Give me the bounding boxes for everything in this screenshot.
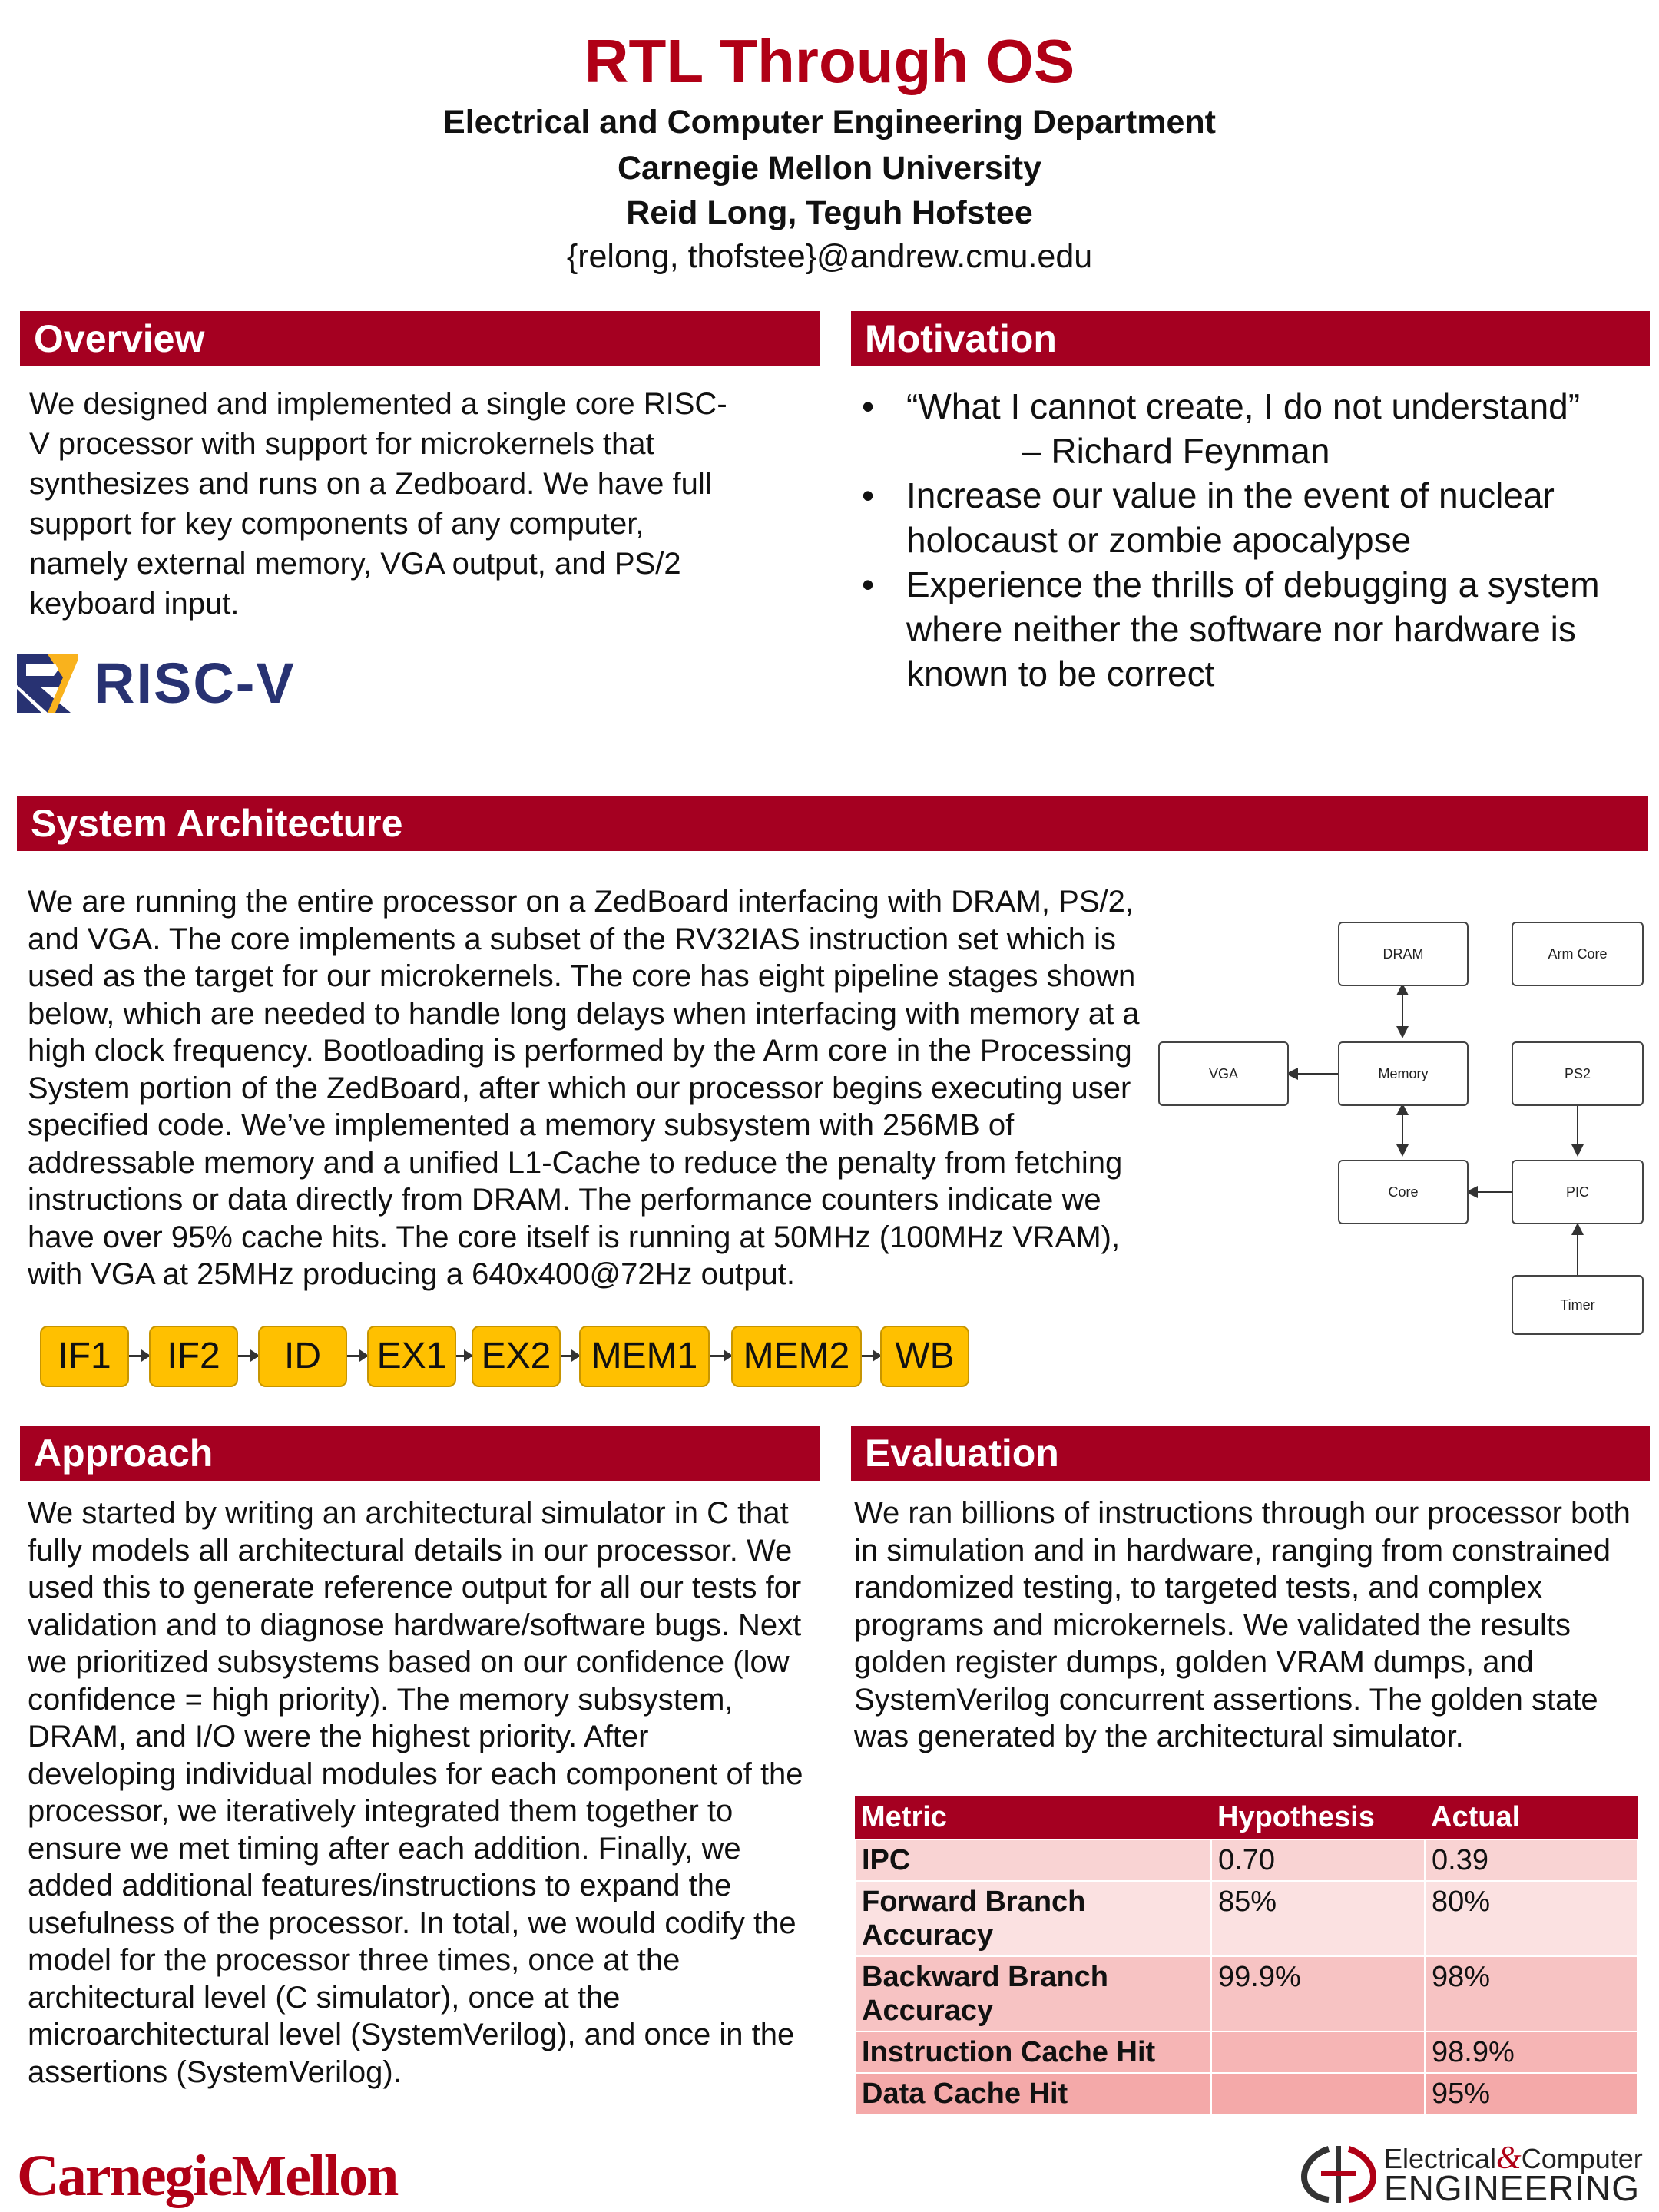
ece-line2: ENGINEERING xyxy=(1384,2168,1641,2208)
architecture-line: have over 95% cache hits. The core itself is running at 50MHz (100MHz VRAM), xyxy=(28,1220,1121,1254)
overview-line: keyboard input. xyxy=(29,587,240,621)
motivation-list xyxy=(859,384,1657,696)
risc-v-wordmark: RISC-V xyxy=(94,651,296,715)
architecture-text xyxy=(28,883,1164,1293)
evaluation-line: randomized testing, to targeted tests, and complex xyxy=(854,1571,1543,1604)
column-header-actual: Actual xyxy=(1425,1796,1638,1839)
architecture-line: We are running the entire processor on a ZedBoard interfacing with DRAM, PS/2, xyxy=(28,885,1134,919)
actual-cell: 98% xyxy=(1425,1956,1638,2032)
evaluation-line: SystemVerilog concurrent assertions. The golden state xyxy=(854,1682,1598,1717)
hypothesis-cell xyxy=(1211,2032,1425,2073)
approach-line: used this to generate reference output for all our tests for xyxy=(28,1571,802,1604)
architecture-line: used as the target for our microkernels. The core has eight pipeline stages shown xyxy=(28,959,1136,993)
university: Carnegie Mellon University xyxy=(618,150,1041,187)
table-row xyxy=(855,2073,1638,2114)
motivation-text: Experience the thrills of debugging a system xyxy=(906,565,1600,604)
diagram-pic: PIC xyxy=(1512,1160,1644,1224)
evaluation-line: programs and microkernels. We validated the results xyxy=(854,1608,1571,1642)
pipeline-arrow xyxy=(129,1355,149,1357)
pipeline-arrow xyxy=(561,1355,579,1357)
diagram-dram: DRAM xyxy=(1338,922,1469,986)
column-header-hypothesis: Hypothesis xyxy=(1211,1796,1425,1839)
metric-cell: Forward Branch Accuracy xyxy=(855,1881,1211,1956)
risc-v-emblem-icon xyxy=(17,654,78,713)
ece-logo xyxy=(1298,2141,1644,2208)
diagram-ps2: PS2 xyxy=(1512,1041,1644,1106)
approach-line: we prioritized subsystems based on our confidence (low xyxy=(28,1645,790,1679)
table-row xyxy=(855,1956,1638,2032)
overview-line: namely external memory, VGA output, and PS/2 xyxy=(29,547,681,581)
pipeline-arrow xyxy=(862,1355,880,1357)
motivation-quote: “What I cannot create, I do not understand” xyxy=(906,386,1581,426)
pipeline-stage-ex1: EX1 xyxy=(367,1326,456,1387)
motivation-quote-author: – Richard Feynman xyxy=(1022,431,1330,471)
metric-cell: Data Cache Hit xyxy=(855,2073,1211,2114)
pipeline-stage-id: ID xyxy=(258,1326,347,1387)
overview-line: synthesizes and runs on a Zedboard. We have full xyxy=(29,467,712,501)
motivation-text: holocaust or zombie apocalypse xyxy=(906,520,1412,560)
metric-cell: Backward Branch Accuracy xyxy=(855,1956,1211,2032)
approach-line: fully models all architectural details in our processor. We xyxy=(28,1533,793,1568)
approach-line: ensure we met timing after each addition. Finally, we xyxy=(28,1831,741,1866)
column-header-metric: Metric xyxy=(855,1796,1211,1839)
pipeline-stage-ex2: EX2 xyxy=(472,1326,561,1387)
motivation-text: where neither the software nor hardware is xyxy=(906,609,1576,649)
pipeline-stage-if1: IF1 xyxy=(40,1326,129,1387)
risc-v-logo xyxy=(17,651,355,715)
approach-line: architectural level (C simulator), once at the xyxy=(28,1980,621,2015)
department: Electrical and Computer Engineering Department xyxy=(443,104,1216,141)
actual-cell: 80% xyxy=(1425,1881,1638,1956)
evaluation-table xyxy=(854,1796,1639,2115)
metric-cell: IPC xyxy=(855,1839,1211,1881)
authors: Reid Long, Teguh Hofstee xyxy=(626,194,1033,231)
evaluation-line: was generated by the architectural simulator. xyxy=(854,1720,1464,1753)
architecture-line: instructions or data directly from DRAM. The performance counters indicate we xyxy=(28,1183,1101,1217)
actual-cell: 95% xyxy=(1425,2073,1638,2114)
metric-cell: Instruction Cache Hit xyxy=(855,2032,1211,2073)
hypothesis-cell: 0.70 xyxy=(1211,1839,1425,1881)
overview-line: V processor with support for microkernels that xyxy=(29,427,654,461)
block-diagram xyxy=(1152,914,1659,1344)
diagram-arm-core: Arm Core xyxy=(1512,922,1644,986)
pipeline-stage-wb: WB xyxy=(880,1326,969,1387)
table-header-row xyxy=(855,1796,1638,1839)
table-row xyxy=(855,1881,1638,1956)
approach-heading: Approach xyxy=(20,1426,820,1481)
approach-line: model for the processor three times, once at the xyxy=(28,1943,680,1977)
approach-line: added additional features/instructions to expand the xyxy=(28,1869,732,1902)
overview-line: support for key components of any computer, xyxy=(29,507,644,541)
ece-emblem-icon xyxy=(1298,2143,1382,2204)
diagram-vga: VGA xyxy=(1158,1041,1289,1106)
architecture-line: and VGA. The core implements a subset of the RV32IAS instruction set which is xyxy=(28,922,1117,956)
architecture-heading: System Architecture xyxy=(17,796,1648,851)
evaluation-line: golden register dumps, golden VRAM dumps, and xyxy=(854,1645,1534,1679)
approach-line: DRAM, and I/O were the highest priority. After xyxy=(28,1720,649,1753)
list-item xyxy=(859,562,1657,696)
approach-text xyxy=(28,1495,826,2091)
pipeline-arrow xyxy=(456,1355,472,1357)
list-item xyxy=(859,473,1657,562)
approach-line: validation and to diagnose hardware/software bugs. Next xyxy=(28,1608,802,1642)
table-row xyxy=(855,1839,1638,1881)
table-row xyxy=(855,2032,1638,2073)
approach-line: microarchitectural level (SystemVerilog), and once in the xyxy=(28,2018,795,2051)
diagram-core: Core xyxy=(1338,1160,1469,1224)
approach-line: We started by writing an architectural simulator in C that xyxy=(28,1496,789,1530)
evaluation-text xyxy=(854,1495,1653,1756)
pipeline-stage-mem2: MEM2 xyxy=(731,1326,862,1387)
evaluation-line: in simulation and in hardware, ranging from constrained xyxy=(854,1533,1611,1568)
ece-ampersand: & xyxy=(1496,2141,1522,2176)
approach-line: processor, we iteratively integrated them together to xyxy=(28,1794,733,1828)
actual-cell: 98.9% xyxy=(1425,2032,1638,2073)
architecture-line: System portion of the ZedBoard, after which our processor begins executing user xyxy=(28,1071,1131,1105)
architecture-line: below, which are needed to handle long delays when interfacing with memory at a xyxy=(28,996,1140,1031)
approach-line: developing individual modules for each component of the xyxy=(28,1757,803,1791)
evaluation-heading: Evaluation xyxy=(851,1426,1650,1481)
hypothesis-cell xyxy=(1211,2073,1425,2114)
ece-word-computer: Computer xyxy=(1521,2143,1643,2174)
motivation-heading: Motivation xyxy=(851,311,1650,366)
diagram-memory: Memory xyxy=(1338,1041,1469,1106)
hypothesis-cell: 99.9% xyxy=(1211,1956,1425,2032)
motivation-text: Increase our value in the event of nuclear xyxy=(906,475,1555,515)
list-item xyxy=(859,384,1657,473)
motivation-text: known to be correct xyxy=(906,654,1215,694)
pipeline-arrow xyxy=(347,1355,367,1357)
architecture-line: specified code. We’ve implemented a memory subsystem with 256MB of xyxy=(28,1108,1015,1142)
approach-line: usefulness of the processor. In total, we would codify the xyxy=(28,1906,796,1940)
author-email: {relong, thofstee}@andrew.cmu.edu xyxy=(566,238,1093,275)
overview-line: We designed and implemented a single core RISC- xyxy=(29,387,727,421)
actual-cell: 0.39 xyxy=(1425,1839,1638,1881)
evaluation-line: We ran billions of instructions through our processor both xyxy=(854,1496,1631,1530)
architecture-line: with VGA at 25MHz producing a 640x400@72Hz output. xyxy=(28,1257,795,1291)
overview-heading: Overview xyxy=(20,311,820,366)
approach-line: confidence = high priority). The memory subsystem, xyxy=(28,1682,733,1717)
architecture-line: high clock frequency. Bootloading is performed by the Arm core in the Processing xyxy=(28,1034,1132,1068)
pipeline-arrow xyxy=(238,1355,258,1357)
pipeline-arrow xyxy=(710,1355,731,1357)
approach-line: assertions (SystemVerilog). xyxy=(28,2055,402,2089)
diagram-timer: Timer xyxy=(1512,1275,1644,1335)
ece-word-electrical: Electrical xyxy=(1384,2143,1497,2174)
poster-title: RTL Through OS xyxy=(584,27,1075,95)
hypothesis-cell: 85% xyxy=(1211,1881,1425,1956)
overview-text xyxy=(29,384,828,624)
pipeline-stage-mem1: MEM1 xyxy=(579,1326,710,1387)
architecture-line: addressable memory and a unified L1-Cache to reduce the penalty from fetching xyxy=(28,1145,1123,1180)
pipeline-stage-if2: IF2 xyxy=(149,1326,238,1387)
carnegie-mellon-logo: CarnegieMellon xyxy=(17,2144,398,2208)
